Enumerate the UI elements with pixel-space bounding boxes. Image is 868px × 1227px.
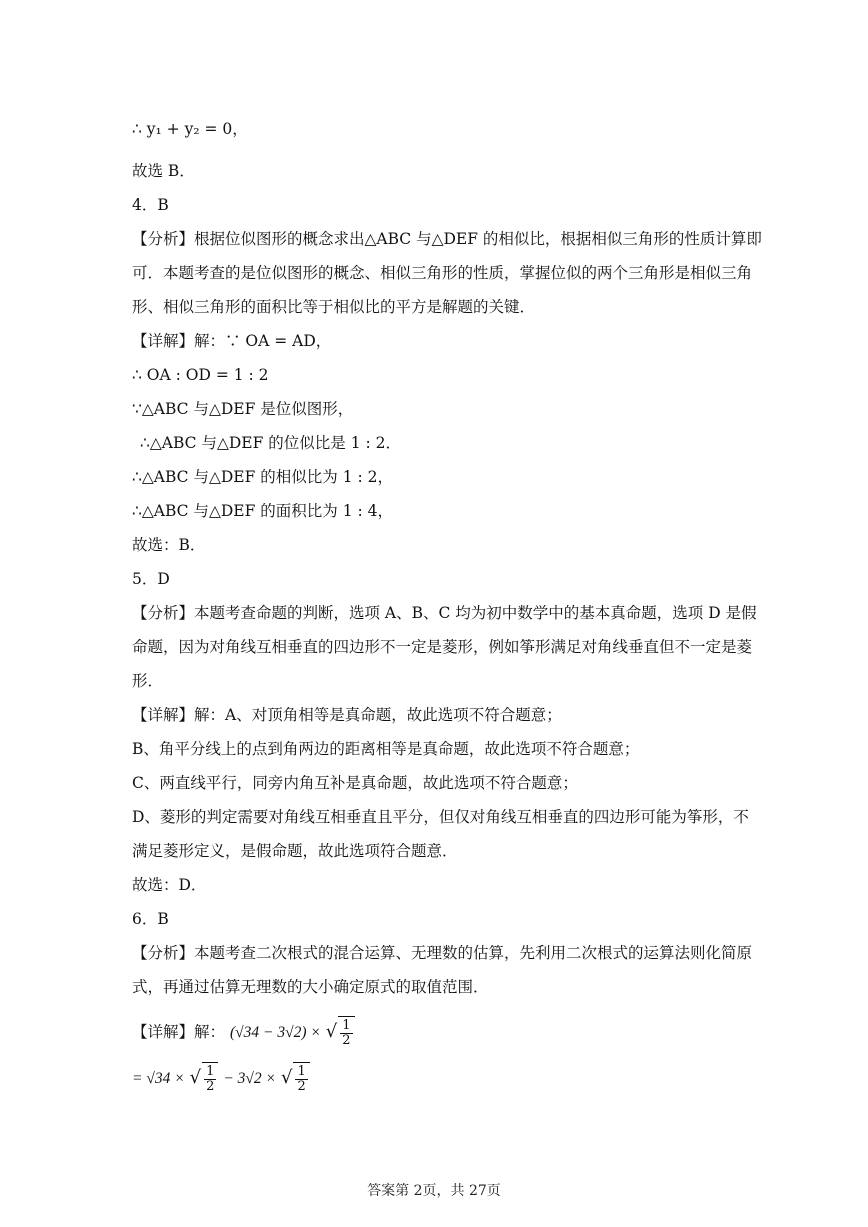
sqrt-icon: √ [325, 1021, 338, 1042]
question-number: 5．D [132, 570, 170, 588]
text-line: ∴ y₁ + y₂ = 0， [132, 120, 248, 138]
formula-prefix: 【详解】解： [132, 1023, 226, 1041]
question-number: 4．B [132, 196, 169, 214]
denominator: 2 [342, 1032, 351, 1048]
text-line: ∴△ABC 与△DEF 的位似比是 1 : 2． [140, 434, 402, 452]
page-footer: 答案第 2页，共 27页 [367, 1183, 501, 1199]
text-line: 形、相似三角形的面积比等于相似比的平方是解题的关键． [132, 298, 536, 316]
text-line: ∵△ABC 与△DEF 是位似图形， [132, 400, 354, 418]
text-line: 可．本题考查的是位似图形的概念、相似三角形的性质，掌握位似的两个三角形是相似三角 [132, 264, 753, 282]
fraction [340, 1019, 352, 1048]
text-line: D、菱形的判定需要对角线互相垂直且平分，但仅对角线互相垂直的四边形可能为筝形，不 [132, 808, 749, 826]
question-number: 6．B [132, 910, 169, 928]
text-line: 形． [132, 672, 164, 690]
formula-expression: − 3√2 × [223, 1070, 277, 1087]
text-line: 满足菱形定义，是假命题，故此选项符合题意． [132, 842, 458, 860]
text-line: ∴△ABC 与△DEF 的相似比为 1 : 2， [132, 468, 394, 486]
sqrt-icon: √ [280, 1067, 293, 1088]
text-line: 【详解】解：∵ OA = AD， [132, 332, 332, 350]
text-line: ∴△ABC 与△DEF 的面积比为 1 : 4， [132, 502, 394, 520]
formula-expression: = √34 × [132, 1070, 185, 1087]
numerator: 1 [297, 1063, 306, 1079]
numerator: 1 [206, 1063, 215, 1079]
text-line: 故选：D． [132, 876, 207, 894]
text-line: ∴ OA : OD = 1 : 2 [132, 366, 269, 384]
text-line: 命题，因为对角线互相垂直的四边形不一定是菱形，例如筝形满足对角线垂直但不一定是菱 [132, 638, 753, 656]
formula-expression: (√34 − 3√2) × [229, 1024, 321, 1041]
text-line: 式，再通过估算无理数的大小确定原式的取值范围． [132, 978, 489, 996]
text-line: B、角平分线上的点到角两边的距离相等是真命题，故此选项不符合题意； [132, 740, 640, 758]
formula-line-2 [132, 1062, 742, 1094]
text-line: 【详解】解：A、对顶角相等是真命题，故此选项不符合题意； [132, 706, 562, 724]
fraction [295, 1065, 307, 1094]
denominator: 2 [206, 1078, 215, 1094]
text-line: 故选 B． [132, 162, 195, 180]
denominator: 2 [297, 1078, 306, 1094]
text-line: 故选：B． [132, 536, 206, 554]
fraction [204, 1065, 216, 1094]
text-line: C、两直线平行，同旁内角互补是真命题，故此选项不符合题意； [132, 774, 578, 792]
sqrt-icon: √ [189, 1067, 202, 1088]
formula-line-1 [132, 1016, 742, 1048]
numerator: 1 [342, 1017, 351, 1033]
text-line: 【分析】本题考查二次根式的混合运算、无理数的估算，先利用二次根式的运算法则化简原 [132, 944, 753, 962]
text-line: 【分析】根据位似图形的概念求出△ABC 与△DEF 的相似比，根据相似三角形的性质计算即 [132, 230, 762, 248]
text-line: 【分析】本题考查命题的判断，选项 A、B、C 均为初中数学中的基本真命题，选项 D 是假 [132, 604, 757, 622]
